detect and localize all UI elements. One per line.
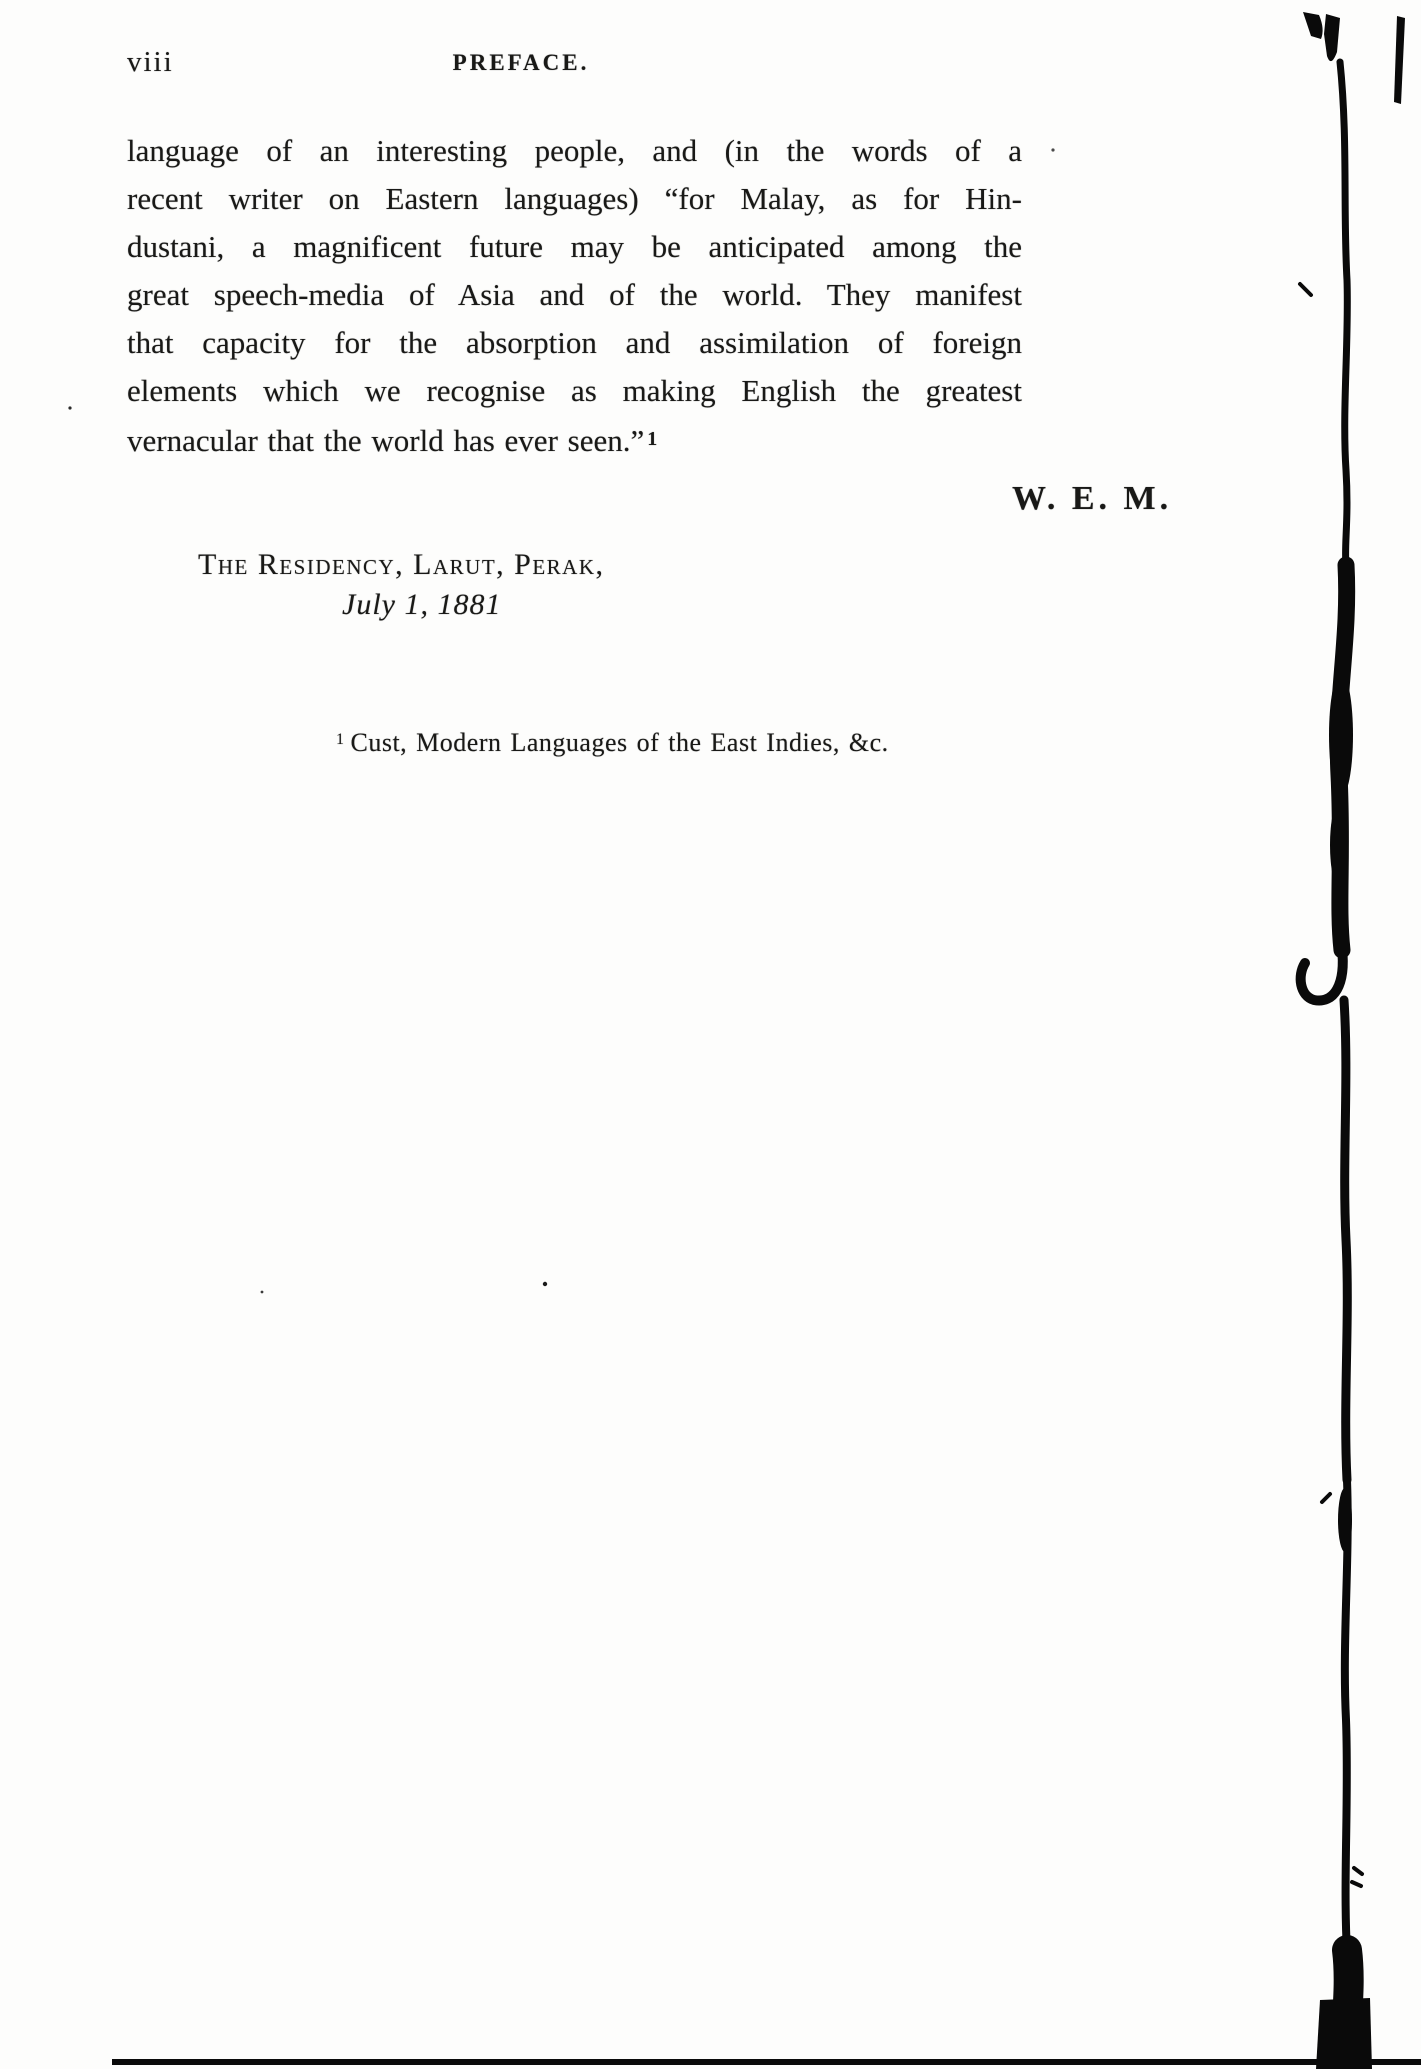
paragraph-line: recent writer on Eastern languages) “for Malay, as for Hin- [127, 181, 1022, 216]
scan-artifact-corner-blob [1324, 14, 1340, 61]
dateline-place: The Residency, Larut, Perak, [198, 548, 605, 581]
paragraph-line-last [127, 415, 1022, 463]
scan-artifact-blotch [1338, 1488, 1352, 1552]
paragraph-line: language of an interesting people, and (in the words of a [127, 133, 1022, 168]
scan-artifact-hook [1301, 948, 1343, 1001]
scan-artifact-streak-bottom [1346, 1950, 1349, 2069]
paragraph-line: that capacity for the absorption and assimilation of foreign [127, 325, 1022, 360]
paragraph-line: dustani, a magnificent future may be anticipated among the [127, 229, 1022, 264]
author-initials-signature: W. E. M. [1012, 480, 1173, 517]
page-number: viii [127, 46, 174, 78]
scan-speck [68, 406, 71, 409]
scan-artifact-streak [1345, 1480, 1348, 1952]
scan-artifact-corner-blob [1303, 12, 1323, 39]
scan-artifact-streak [1340, 62, 1347, 565]
footnote-reference-marker: 1 [647, 428, 658, 450]
footnote [336, 728, 889, 758]
paragraph-line: elements which we recognise as making English the greatest [127, 373, 1022, 408]
scan-artifact-streak-bottom [1316, 1998, 1372, 2069]
scan-artifact-edge-line [1394, 16, 1405, 104]
scan-artifact-tick [1352, 1868, 1362, 1886]
footnote-text: Cust, Modern Languages of the East Indies, &c. [350, 728, 889, 757]
scan-speck [543, 1282, 547, 1286]
scan-artifact-blotch [1330, 803, 1348, 887]
scan-artifact-bottom-strip [112, 2059, 1421, 2065]
scan-artifact-streak [1344, 1000, 1347, 1480]
scan-artifact-streak [1338, 565, 1346, 950]
scan-artifact-blotch [1329, 673, 1353, 797]
scan-artifact-tick [1322, 1494, 1330, 1502]
scan-artifact-tick [1300, 284, 1311, 295]
scan-speck [261, 1291, 264, 1294]
paragraph-line: great speech-media of Asia and of the world. They manifest [127, 277, 1022, 312]
paragraph-line-text: vernacular that the world has ever seen.” [127, 423, 645, 458]
scan-speck [1051, 148, 1054, 151]
footnote-marker: 1 [336, 731, 345, 748]
dateline-date: July 1, 1881 [342, 588, 502, 621]
running-head-title: PREFACE. [452, 50, 590, 75]
preface-paragraph [127, 127, 1022, 463]
